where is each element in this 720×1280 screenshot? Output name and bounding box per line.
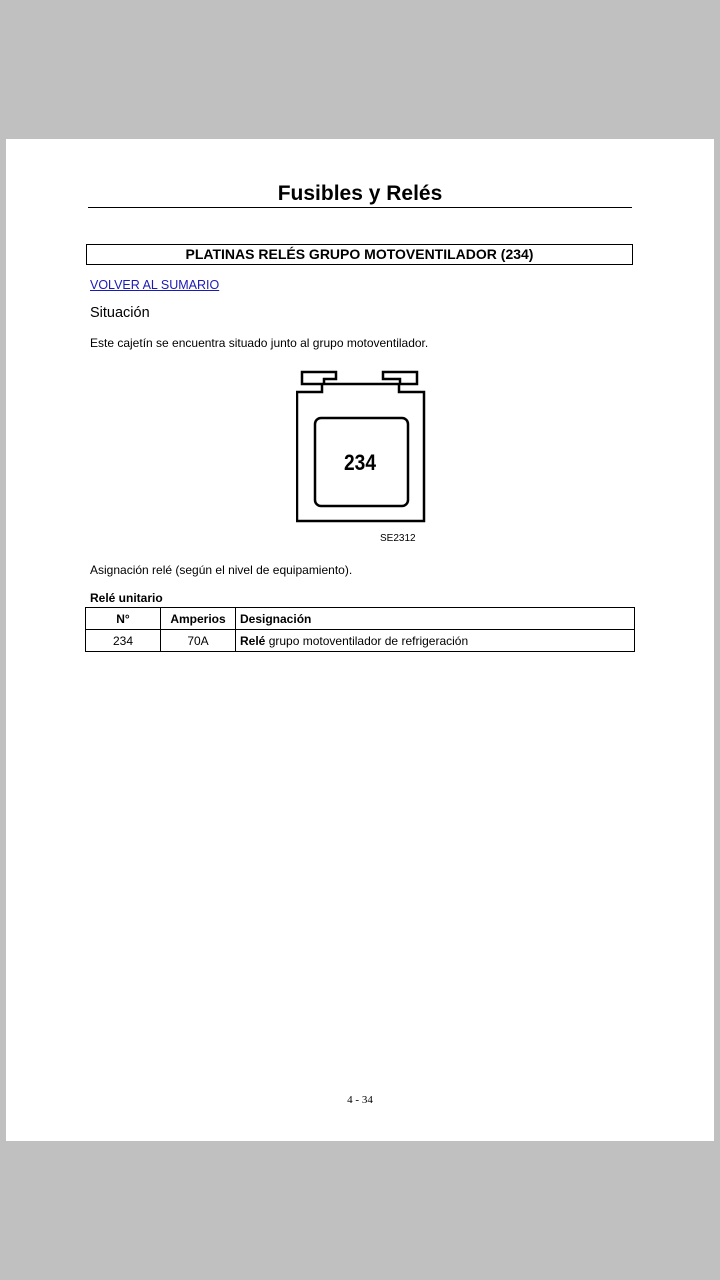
back-to-summary-link[interactable]: VOLVER AL SUMARIO: [90, 278, 220, 292]
document-page: [6, 139, 714, 1141]
header-amperage: Amperios: [161, 608, 236, 630]
page-title: Fusibles y Relés: [277, 182, 443, 205]
section-title: PLATINAS RELÉS GRUPO MOTOVENTILADOR (234): [86, 244, 633, 265]
header-designation: Designación: [236, 608, 635, 630]
cell-number: 234: [86, 630, 161, 652]
relay-box-diagram: [296, 370, 428, 523]
relay-number-label: 234: [344, 450, 377, 475]
title-divider: [88, 207, 632, 208]
relay-table: [85, 607, 635, 652]
header-number: N°: [86, 608, 161, 630]
cell-designation: [236, 630, 635, 652]
table-title: Relé unitario: [90, 591, 163, 605]
assignment-text: Asignación relé (según el nivel de equipamiento).: [90, 563, 353, 577]
cell-amperage: 70A: [161, 630, 236, 652]
diagram-reference: SE2312: [380, 533, 416, 544]
designation-bold: Relé: [240, 633, 266, 648]
situation-heading: Situación: [90, 305, 150, 321]
location-description: Este cajetín se encuentra situado junto al grupo motoventilador.: [90, 336, 429, 350]
table-row: [86, 630, 635, 652]
page-number: 4 - 34: [347, 1094, 373, 1106]
designation-text: grupo motoventilador de refrigeración: [265, 633, 469, 648]
table-header-row: [86, 608, 635, 630]
